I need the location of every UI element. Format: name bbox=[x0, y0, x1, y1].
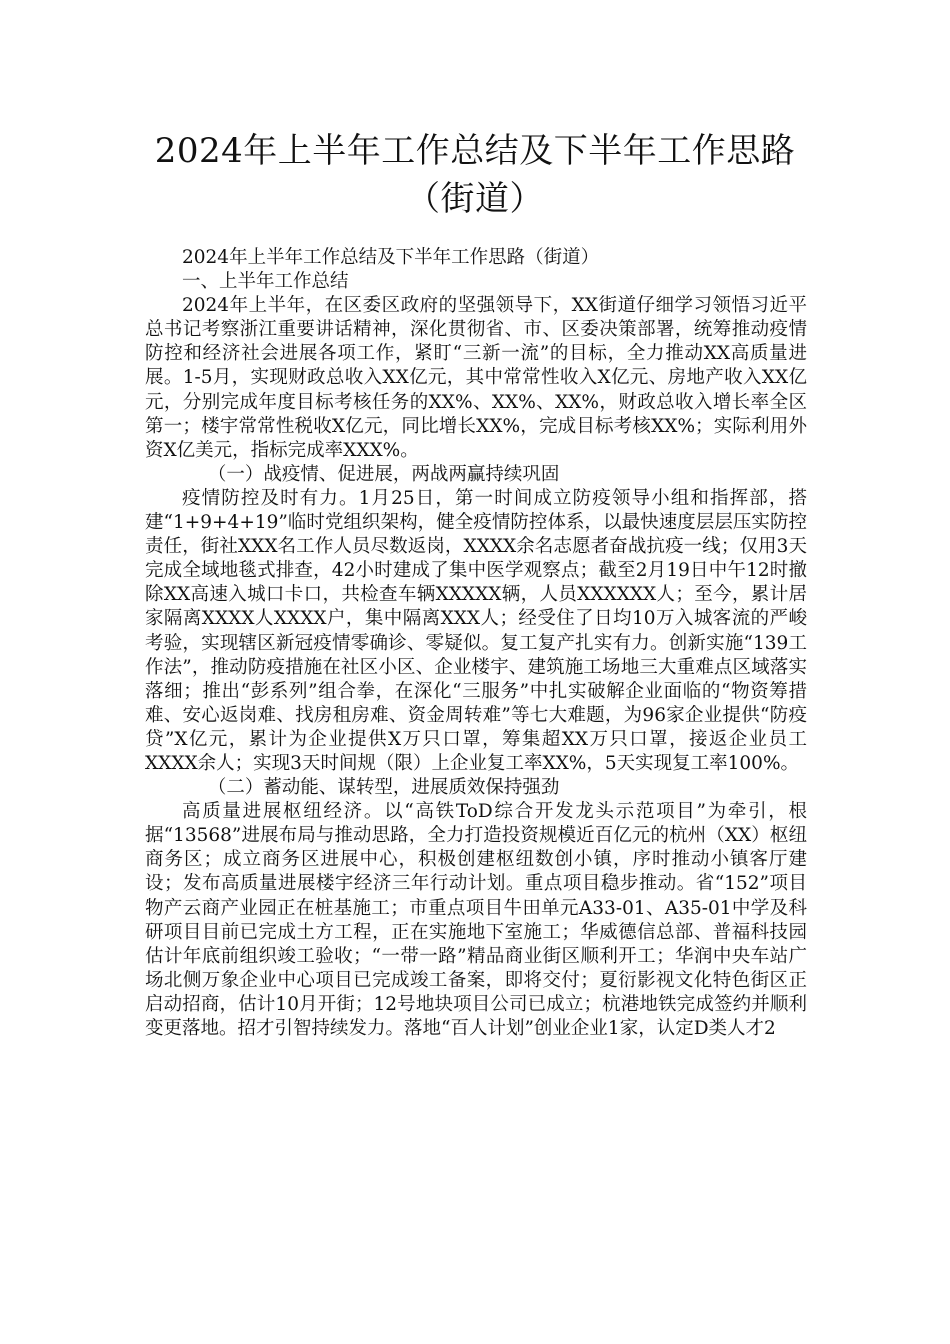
section1-heading: 一、上半年工作总结 bbox=[182, 271, 349, 293]
document-subtitle: 2024年上半年工作总结及下半年工作思路（街道） bbox=[182, 247, 600, 268]
subsection2-heading: （二）蓄动能、谋转型，进展质效保持强劲 bbox=[207, 777, 560, 799]
document-title-line1: 2024年上半年工作总结及下半年工作思路 bbox=[154, 131, 796, 171]
subsection1-heading: （一）战疫情、促进展，两战两赢持续巩固 bbox=[207, 463, 560, 485]
document-body bbox=[145, 246, 807, 1041]
document-title-line2: （街道） bbox=[406, 179, 544, 219]
intro-paragraph: 2024年上半年，在区委区政府的坚强领导下，XX街道仔细学习领悟习近平总书记考察浙江重要讲话精神，深化贯彻省、市、区委决策部署，统筹推动疫情防控和经济社会进展各项工作，紧盯“三新一流”的目标，全力推动XX高质量进展。1-5月，实现财政总收入XX亿元，其中常常性收入X亿元、房地产收入XX亿元，分别完成年度目标考核任务的XX%、XX%、XX%，财政总收入增长率全区第一；楼宇常常性税收X亿元，同比增长XX%，完成目标考核XX%；实际利用外资X亿美元，指标完成率XXX%。 bbox=[145, 295, 807, 461]
subsection2-paragraph: 高质量进展枢纽经济。以“高铁ToD综合开发龙头示范项目”为牵引，根据“13568”进展布局与推动思路，全力打造投资规模近百亿元的杭州（XX）枢纽商务区；成立商务区进展中心，积极创建枢纽数创小镇，序时推动小镇客厅建设；发布高质量进展楼宇经济三年行动计划。重点项目稳步推动。省“152”项目物产云商产业园正在桩基施工；市重点项目牛田单元A33-01、A35-01中学及科研项目目前已完成土方工程，正在实施地下室施工；华威德信总部、普福科技园估计年底前组织竣工验收；“一带一路”精品商业街区顺利开工；华润中央车站广场北侧万象企业中心项目已完成竣工备案，即将交付；夏衍影视文化特色街区正启动招商，估计10月开街；12号地块项目公司已成立；杭港地铁完成签约并顺利变更落地。招才引智持续发力。落地“百人计划”创业企业1家，认定D类人才2 bbox=[145, 801, 807, 1039]
subsection1-paragraph: 疫情防控及时有力。1月25日，第一时间成立防疫领导小组和指挥部，搭建“1+9+4+19”临时党组织架构，健全疫情防控体系，以最快速度层层压实防控责任，街社XXX名工作人员尽数返岗，XXXX余名志愿者奋战抗疫一线；仅用3天完成全域地毯式排查，42小时建成了集中医学观察点；截至2月19日中午12时撤除XX高速入城口卡口，共检查车辆XXXXX辆，人员XXXXXX人；至今，累计居家隔离XXXX人XXXX户，集中隔离XXX人；经受住了日均10万入城客流的严峻考验，实现辖区新冠疫情零确诊、零疑似。复工复产扎实有力。创新实施“139工作法”，推动防疫措施在社区小区、企业楼宇、建筑施工场地三大重难点区域落实落细；推出“彭系列”组合拳，在深化“三服务”中扎实破解企业面临的“物资筹措难、安心返岗难、找房租房难、资金周转难”等七大难题，为96家企业提供“防疫贷”X亿元，累计为企业提供X万只口罩，筹集超XX万只口罩，接返企业员工XXXX余人；实现3天时间规（限）上企业复工率XX%，5天实现复工率100%。 bbox=[145, 487, 807, 774]
